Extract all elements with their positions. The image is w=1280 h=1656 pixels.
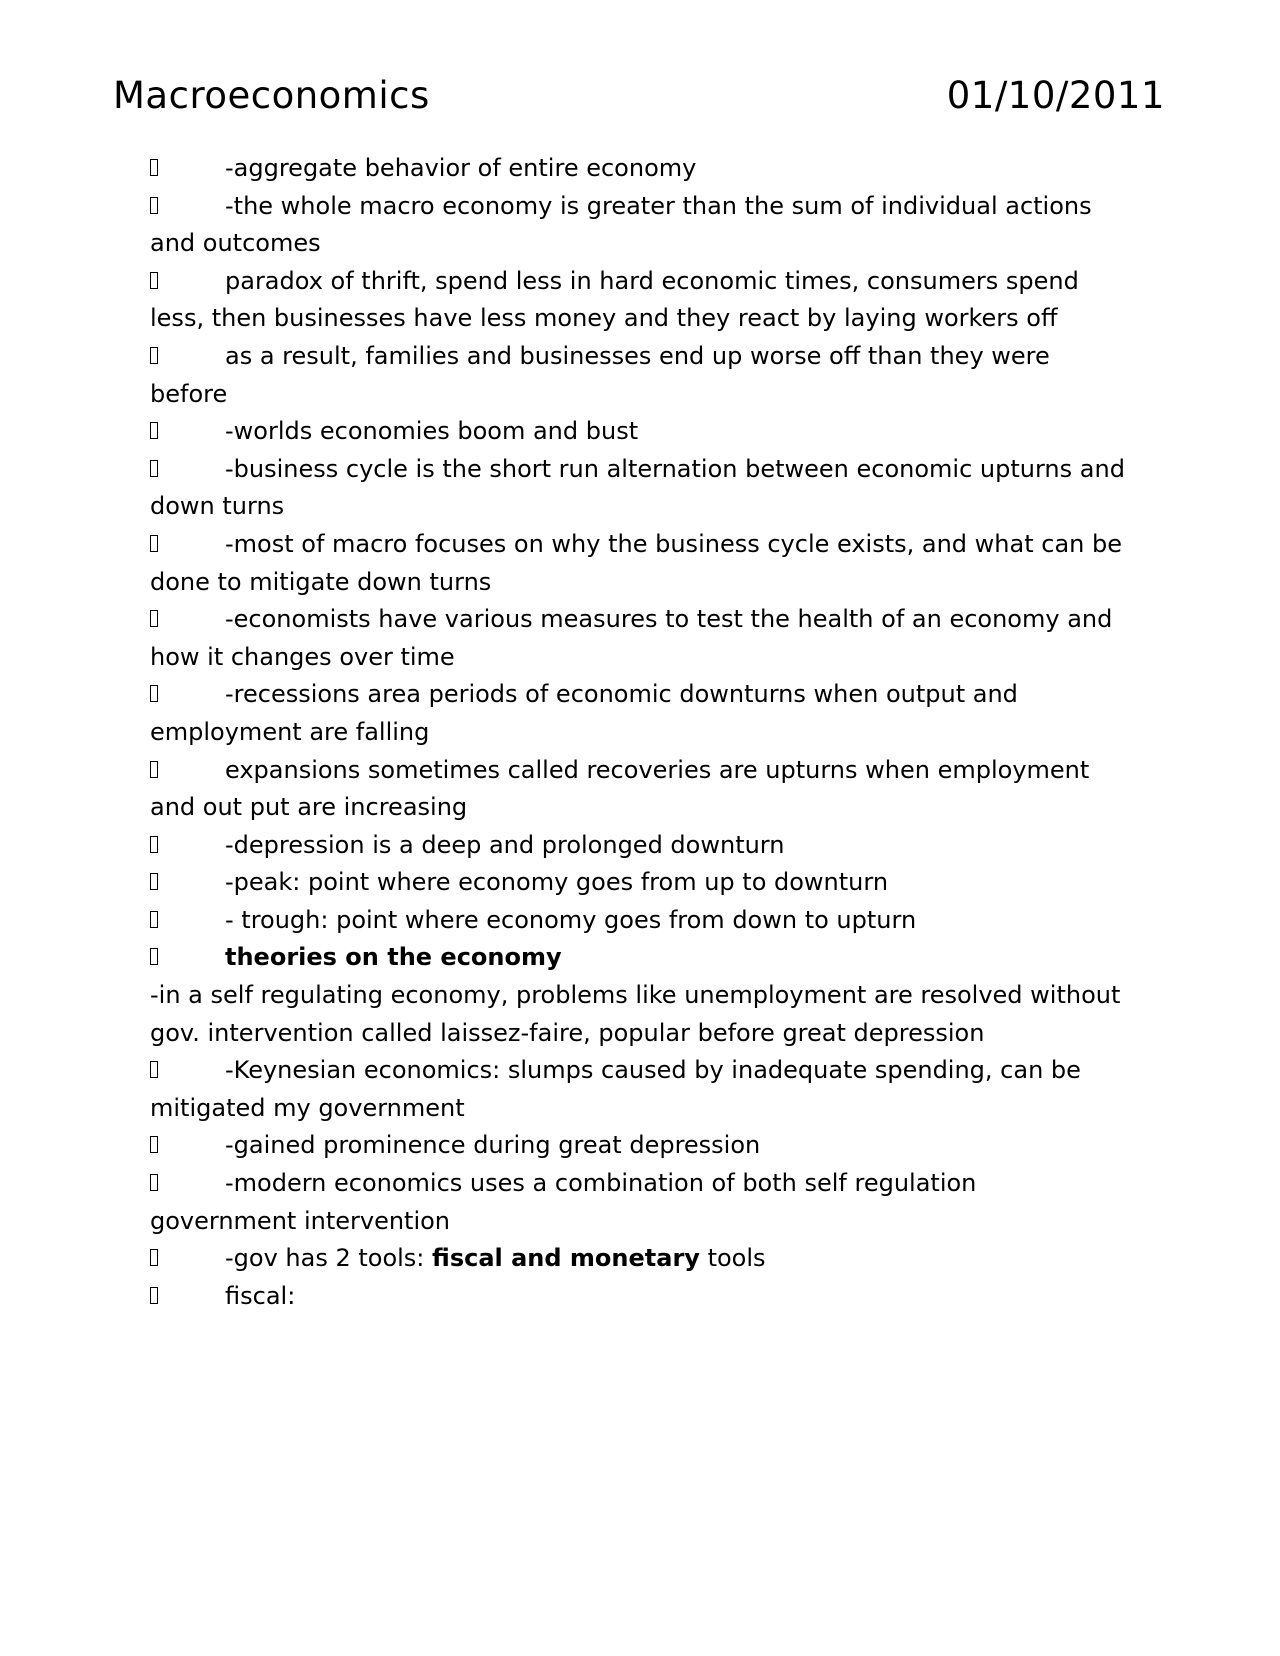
note-item (150, 752, 1130, 827)
notes-list (150, 150, 1130, 1315)
note-text-bold: fiscal and monetary (432, 1244, 700, 1273)
note-item (150, 1240, 1130, 1278)
note-item (150, 526, 1130, 601)
bullet-icon (150, 939, 225, 977)
note-text: -modern economics uses a combination of both self regulation government intervention (150, 1169, 977, 1235)
note-text: paradox of thrift, spend less in hard economic times, consumers spend less, then businesses have less money and they react by laying workers off (150, 266, 1079, 333)
bullet-icon (150, 451, 225, 489)
bullet-icon (150, 263, 225, 301)
note-item (150, 864, 1130, 902)
note-text: -worlds economies boom and bust (225, 417, 639, 446)
bullet-icon (150, 188, 225, 226)
bullet-icon (150, 676, 225, 714)
note-text: tools (699, 1244, 766, 1273)
bullet-icon (150, 1165, 225, 1203)
bullet-icon (150, 902, 225, 940)
note-text: -gained prominence during great depression (225, 1131, 761, 1160)
document-title: Macroeconomics (113, 74, 430, 117)
note-text: as a result, families and businesses end up worse off than they were before (150, 341, 1050, 408)
note-item (150, 150, 1130, 188)
note-item (150, 451, 1130, 526)
note-text: -aggregate behavior of entire economy (225, 154, 697, 182)
note-text: -recessions area periods of economic downturns when output and employment are falling (150, 680, 1018, 746)
bullet-icon (150, 526, 225, 564)
note-item (150, 1127, 1130, 1165)
note-item (150, 601, 1130, 676)
note-heading: theories on the economy (225, 943, 562, 972)
note-item (150, 977, 1130, 1052)
document-header (113, 72, 1165, 120)
note-item (150, 827, 1130, 865)
note-item (150, 413, 1130, 451)
note-text: -Keynesian economics: slumps caused by inadequate spending, can be mitigated my government (150, 1056, 1081, 1122)
note-text: -peak: point where economy goes from up to downturn (225, 868, 889, 897)
note-text: -the whole macro economy is greater than the sum of individual actions and outcomes (150, 191, 1092, 258)
bullet-icon (150, 601, 225, 639)
note-text: - trough: point where economy goes from down to upturn (225, 905, 917, 934)
bullet-icon (150, 1278, 225, 1316)
bullet-icon (150, 1127, 225, 1165)
document-date: 01/10/2011 (946, 74, 1165, 117)
note-item (150, 939, 1130, 977)
note-item (150, 188, 1130, 263)
note-text: fiscal: (225, 1281, 296, 1310)
note-item (150, 263, 1130, 338)
note-text: -depression is a deep and prolonged downturn (225, 830, 785, 859)
note-item (150, 1278, 1130, 1316)
bullet-icon (150, 1052, 225, 1090)
note-text: -most of macro focuses on why the business cycle exists, and what can be done to mitigate down turns (150, 529, 1122, 596)
note-text: -in a self regulating economy, problems like unemployment are resolved without gov. intervention called laissez-faire, popular before great depression (150, 981, 1121, 1047)
note-text: -economists have various measures to test the health of an economy and how it changes over time (150, 605, 1113, 671)
note-text: -gov has 2 tools: (225, 1244, 433, 1273)
bullet-icon (150, 864, 225, 902)
bullet-icon (150, 413, 225, 451)
note-text: expansions sometimes called recoveries are upturns when employment and out put are increasing (150, 755, 1090, 822)
note-item (150, 676, 1130, 751)
note-item (150, 1052, 1130, 1127)
note-item (150, 902, 1130, 940)
note-text: -business cycle is the short run alternation between economic upturns and down turns (150, 454, 1125, 521)
note-item (150, 1165, 1130, 1240)
bullet-icon (150, 338, 225, 376)
bullet-icon (150, 150, 225, 188)
bullet-icon (150, 1240, 225, 1278)
bullet-icon (150, 752, 225, 790)
bullet-icon (150, 827, 225, 865)
note-item (150, 338, 1130, 413)
